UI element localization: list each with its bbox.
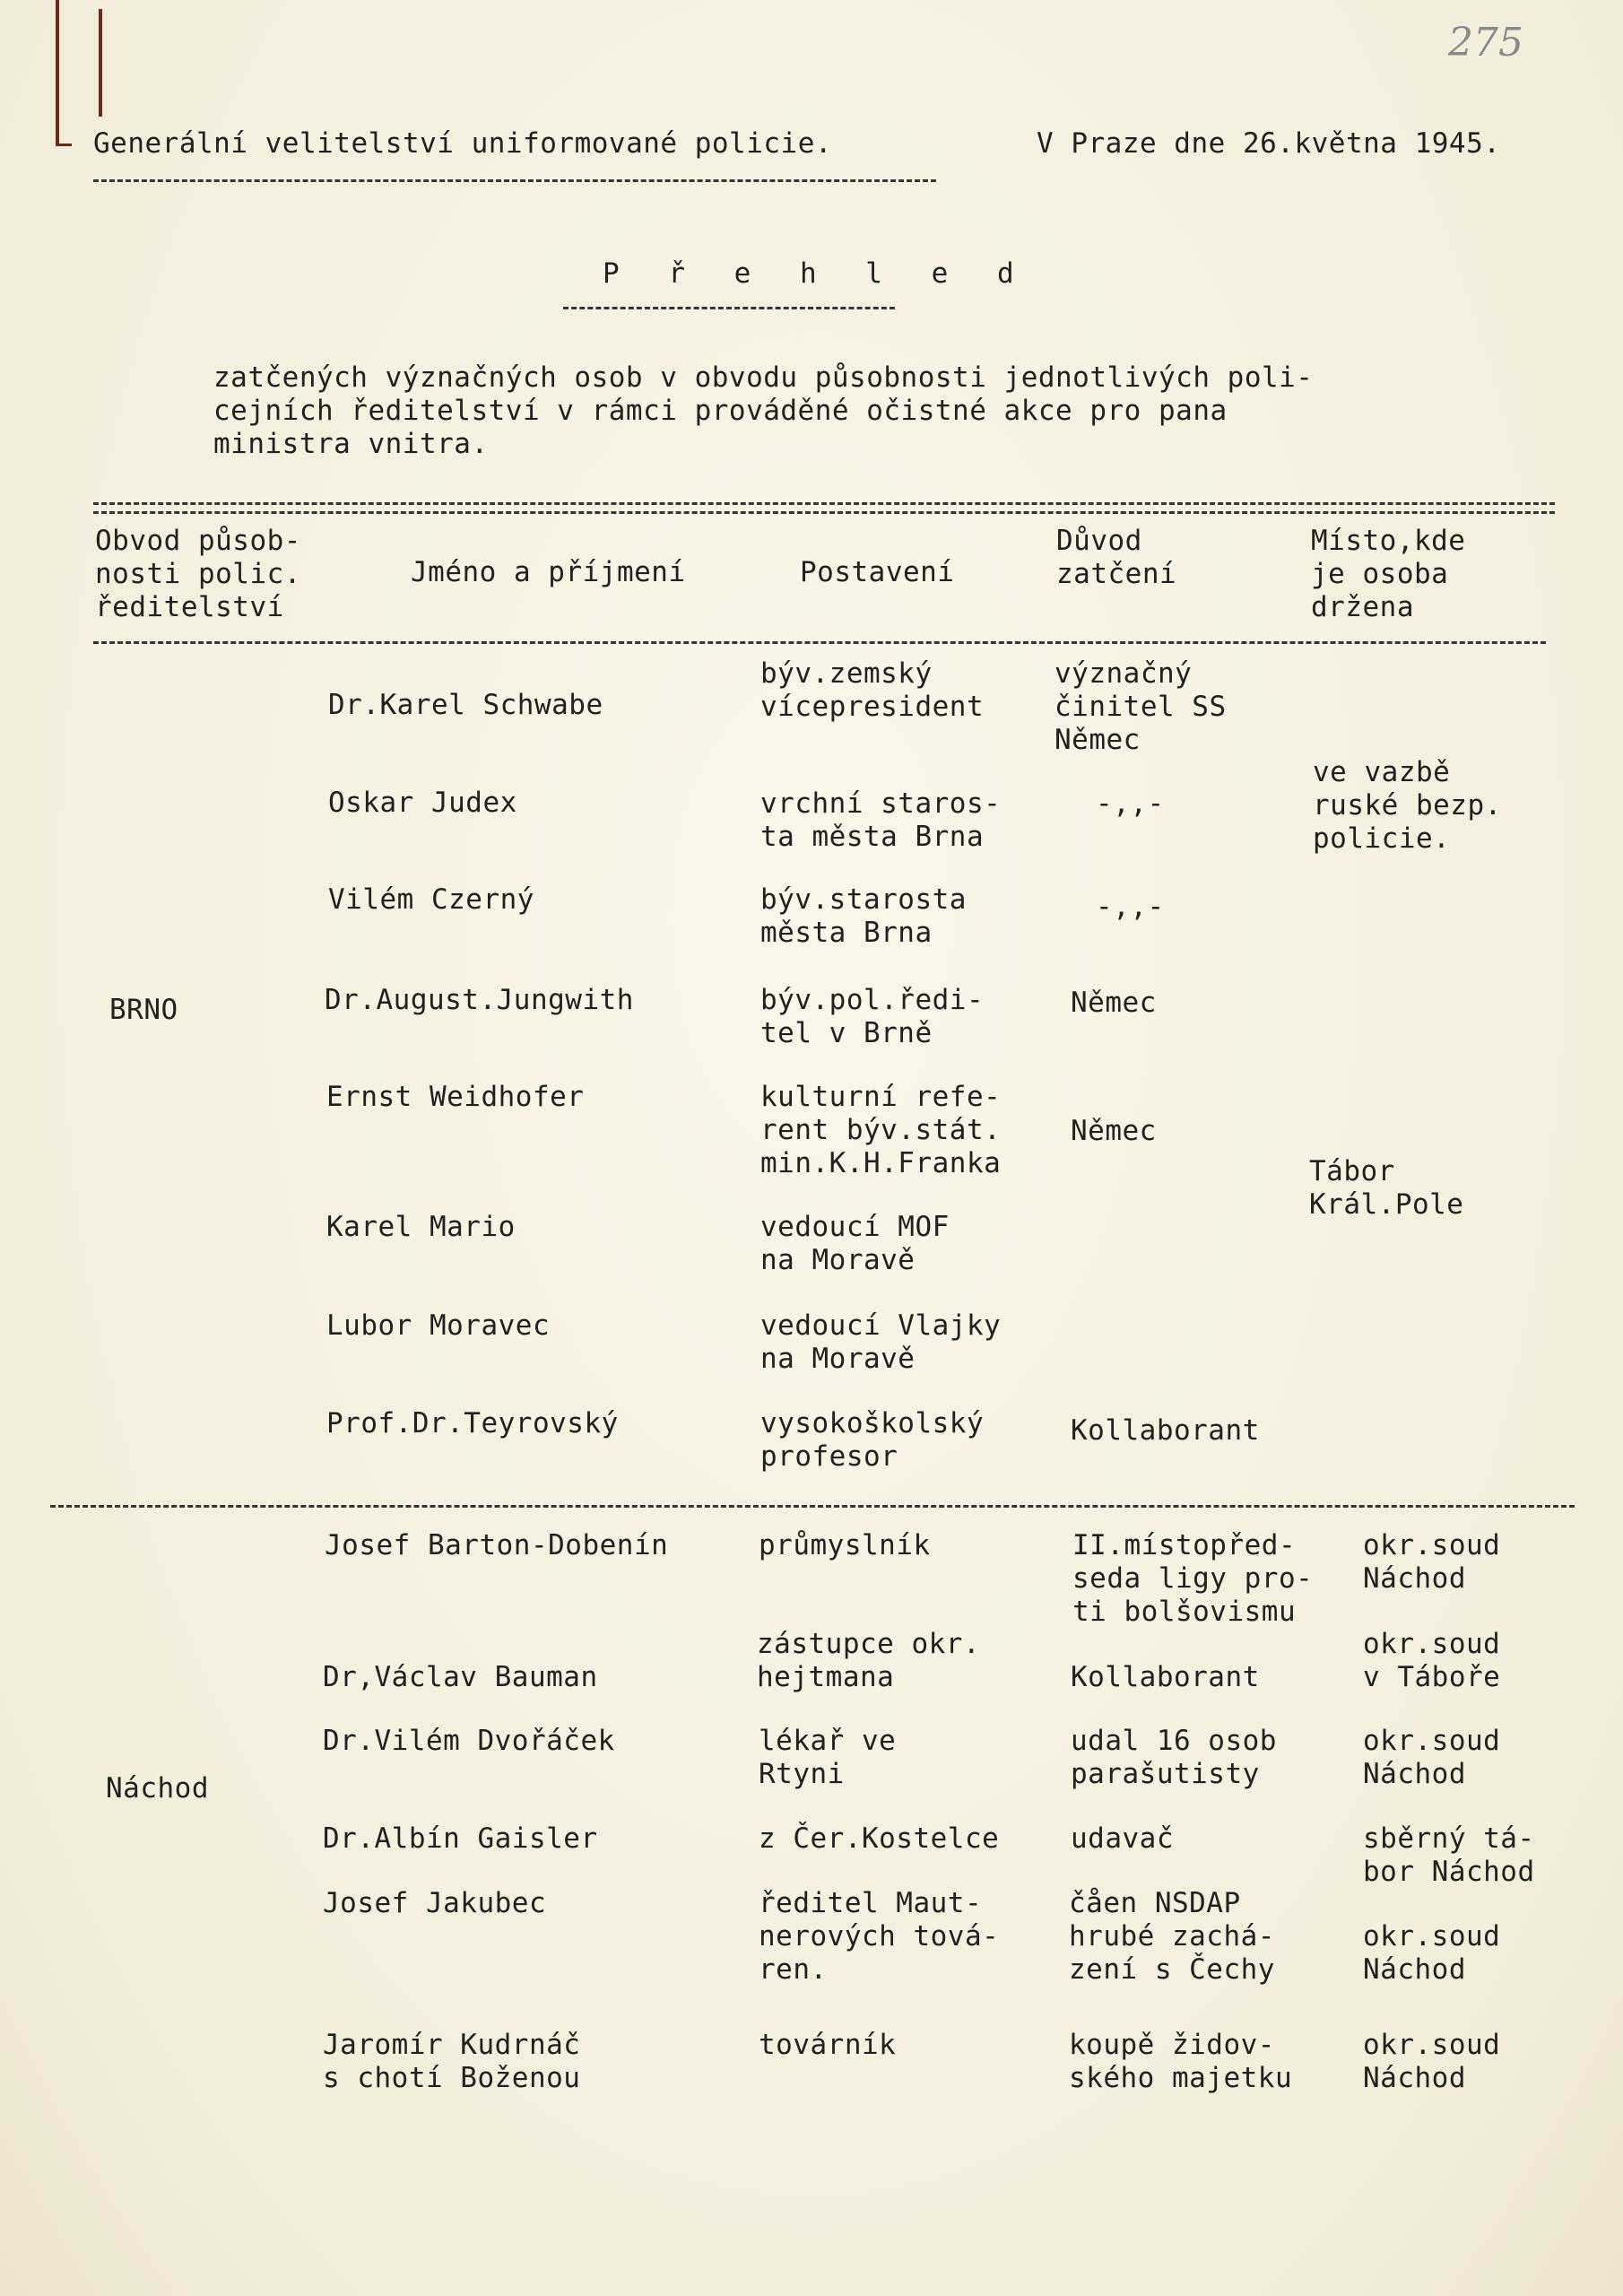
person-name: Vilém Czerný [328, 883, 534, 916]
person-name: Dr.Albín Gaisler [323, 1822, 598, 1855]
person-name: Josef Jakubec [323, 1887, 547, 1919]
arrest-reason: II.místopřed- seda ligy pro- ti bolšovismu [1072, 1529, 1314, 1628]
person-name: Dr.Vilém Dvořáček [323, 1725, 615, 1757]
person-position: zástupce okr. hejtmana [757, 1628, 981, 1693]
arrest-reason: udavač [1071, 1822, 1174, 1855]
person-position: kulturní refe- rent býv.stát. min.K.H.Franka [760, 1081, 1002, 1179]
header-org: Generální velitelství uniformované policie. [93, 127, 833, 160]
person-name: Karel Mario [326, 1211, 516, 1243]
detention-place: okr.soud Náchod [1363, 1725, 1501, 1790]
arrest-reason: -,,- [1096, 891, 1165, 923]
section-divider [50, 1505, 1575, 1508]
detention-place: okr.soud v Táboře [1363, 1628, 1501, 1693]
person-position: býv.zemský vícepresident [760, 657, 985, 723]
detention-place: okr.soud Náchod [1363, 1920, 1501, 1986]
person-name: Oskar Judex [328, 787, 517, 819]
document-title: P ř e h l e d [603, 257, 1030, 290]
person-position: vrchní staros- ta města Brna [760, 787, 1002, 853]
person-name: Jaromír Kudrnáč s chotí Boženou [323, 2029, 581, 2094]
column-header-district: Obvod působ- nosti polic. ředitelství [95, 525, 301, 623]
person-position: vedoucí MOF na Moravě [760, 1211, 950, 1276]
person-position: vedoucí Vlajky na Moravě [760, 1309, 1002, 1375]
arrest-reason: koupě židov- ského majetku [1069, 2029, 1293, 2094]
person-position: ředitel Maut- nerových tová- ren. [759, 1887, 1000, 1986]
arrest-reason: udal 16 osob parašutisty [1071, 1725, 1277, 1790]
arrest-reason: Němec [1071, 1115, 1157, 1147]
column-header-position: Postavení [800, 556, 955, 588]
binding-mark [56, 0, 72, 146]
detention-place: okr.soud Náchod [1363, 2029, 1501, 2094]
person-name: Prof.Dr.Teyrovský [326, 1407, 619, 1439]
binding-mark [99, 9, 111, 117]
arrest-reason: Kollaborant [1071, 1414, 1260, 1447]
person-name: Dr,Václav Bauman [323, 1661, 598, 1693]
detention-place: ve vazbě ruské bezp. policie. [1313, 756, 1502, 855]
detention-place: sběrný tá- bor Náchod [1363, 1822, 1535, 1888]
table-top-rule-2 [93, 511, 1555, 514]
person-name: Dr.Karel Schwabe [328, 689, 603, 721]
page-number: 275 [1448, 20, 1523, 65]
detention-place: okr.soud Náchod [1363, 1529, 1501, 1595]
header-bottom-rule [93, 641, 1546, 644]
person-position: lékař ve Rtyni [759, 1725, 897, 1790]
intro-text: zatčených význačných osob v obvodu působnosti jednotlivých poli- cejních ředitelství v rámci prováděné očistné akce pro pana ministra vnitra. [213, 361, 1314, 460]
person-name: Josef Barton-Dobenín [325, 1529, 669, 1561]
column-header-name: Jméno a příjmení [411, 556, 686, 588]
person-position: vysokoškolský profesor [760, 1407, 985, 1473]
person-name: Lubor Moravec [326, 1309, 551, 1342]
person-position: průmyslník [759, 1529, 931, 1561]
district-brno: BRNO [109, 994, 178, 1026]
person-position: továrník [759, 2029, 897, 2061]
person-name: Dr.August.Jungwith [325, 984, 634, 1016]
person-position: býv.starosta města Brna [760, 883, 967, 949]
arrest-reason: -,,- [1096, 787, 1165, 820]
arrest-reason: Němec [1071, 987, 1157, 1019]
arrest-reason: význačný činitel SS Němec [1055, 657, 1227, 756]
person-position: býv.pol.ředi- tel v Brně [760, 984, 985, 1049]
person-position: z Čer.Kostelce [759, 1822, 1000, 1855]
district-nachod: Náchod [106, 1772, 209, 1805]
title-underline [563, 307, 895, 309]
column-header-reason: Důvod zatčení [1056, 525, 1177, 590]
column-header-place: Místo,kde je osoba držena [1311, 525, 1466, 623]
header-place-date: V Praze dne 26.května 1945. [1037, 127, 1501, 160]
person-name: Ernst Weidhofer [326, 1081, 585, 1113]
table-top-rule [93, 502, 1555, 505]
arrest-reason: čåen NSDAP hrubé zachá- zení s Čechy [1069, 1887, 1275, 1986]
header-underline [93, 179, 936, 182]
detention-place: Tábor Král.Pole [1309, 1155, 1464, 1221]
arrest-reason: Kollaborant [1071, 1661, 1260, 1693]
